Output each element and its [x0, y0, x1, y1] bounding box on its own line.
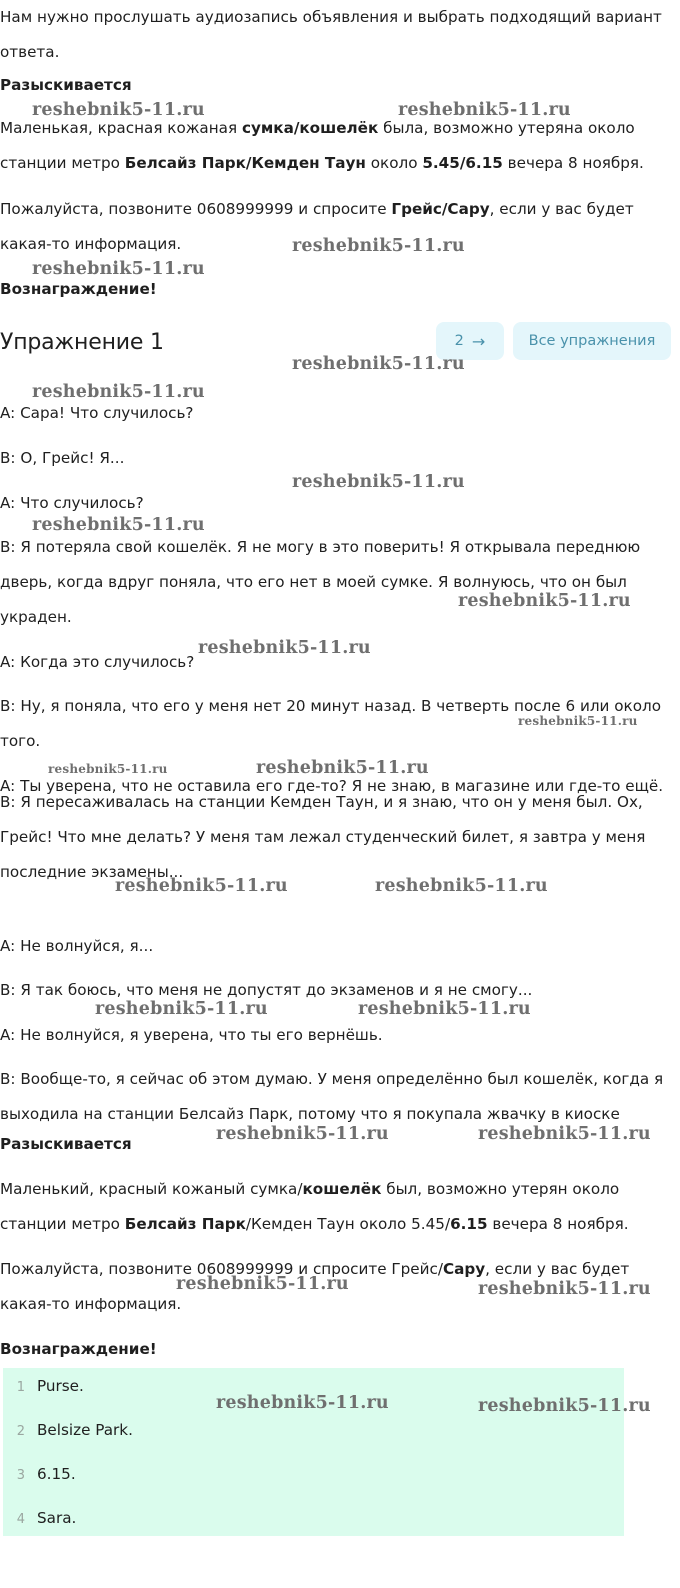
dialogue-line: A: Когда это случилось?: [0, 653, 195, 671]
instruction-text: Нам нужно прослушать аудиозапись объявления и выбрать подходящий вариант ответа.: [0, 8, 662, 61]
watermark: reshebnik5-11.ru: [256, 758, 429, 778]
text-span: вечера 8 ноября.: [487, 1215, 629, 1233]
text-span: Маленький, красный кожаный сумка/: [0, 1180, 303, 1198]
dialogue-line: A: Что случилось?: [0, 494, 144, 512]
answer-item: [3, 1412, 133, 1448]
watermark: reshebnik5-11.ru: [358, 999, 531, 1019]
watermark: reshebnik5-11.ru: [48, 762, 168, 776]
answer-number: 4: [16, 1512, 25, 1527]
dialogue-line: B: О, Грейс! Я...: [0, 449, 125, 467]
answer-number: 3: [16, 1468, 25, 1483]
arrow-right-icon: →: [471, 331, 486, 351]
highlight-span: 6.15: [450, 1215, 488, 1233]
answer-text: Purse.: [37, 1377, 84, 1395]
highlight-span: кошелёк: [302, 1180, 382, 1198]
text-span: Пожалуйста, позвоните 0608999999 и спросите Грейс/: [0, 1260, 443, 1278]
answer-number: 2: [16, 1424, 25, 1439]
highlight-span: Белсайз Парк/Кемден Таун: [124, 154, 366, 172]
watermark: reshebnik5-11.ru: [216, 1393, 389, 1413]
highlight-span: Сару: [442, 1260, 486, 1278]
dialogue-line: B: Ну, я поняла, что его у меня нет 20 минут назад. В четверть после 6 или около того.: [0, 697, 661, 750]
watermark: reshebnik5-11.ru: [95, 999, 268, 1019]
watermark: reshebnik5-11.ru: [458, 591, 631, 611]
answer-text: 6.15.: [37, 1465, 76, 1483]
watermark: reshebnik5-11.ru: [478, 1124, 651, 1144]
watermark: reshebnik5-11.ru: [32, 382, 205, 402]
answer-notice-heading: Разыскивается: [0, 1135, 132, 1153]
dialogue-line: B: Я так боюсь, что меня не допустят до экзаменов и я не смогу...: [0, 981, 533, 999]
highlight-span: Белсайз Парк: [124, 1215, 246, 1233]
text-span: был, возможно утерян около станции метро: [0, 1180, 620, 1233]
watermark: reshebnik5-11.ru: [292, 354, 465, 374]
text-span: Пожалуйста, позвоните 0608999999 и спросите: [0, 200, 392, 218]
text-span: , если у вас будет какая-то информация.: [0, 200, 634, 253]
dialogue-line: B: Вообще-то, я сейчас об этом думаю. У меня определённо был кошелёк, когда я выходила на станции Белсайз Парк, потому что я покупала жвачку в киоске: [0, 1070, 664, 1123]
answer-item: [3, 1500, 76, 1536]
notice-description: [0, 111, 674, 181]
notice-reward: Вознаграждение!: [0, 280, 157, 298]
answer-item: [3, 1456, 76, 1492]
watermark: reshebnik5-11.ru: [32, 515, 205, 535]
exercise-title: Упражнение 1: [0, 330, 164, 355]
watermark: reshebnik5-11.ru: [478, 1396, 651, 1416]
watermark: reshebnik5-11.ru: [518, 714, 638, 728]
answer-number: 1: [16, 1380, 25, 1395]
answer-text: Belsize Park.: [37, 1421, 133, 1439]
answer-item: [3, 1368, 84, 1404]
watermark: reshebnik5-11.ru: [32, 100, 205, 120]
watermark: reshebnik5-11.ru: [398, 100, 571, 120]
highlight-span: Грейс/Сару: [391, 200, 490, 218]
answer-notice-reward: Вознаграждение!: [0, 1340, 157, 1358]
dialogue-line: A: Сара! Что случилось?: [0, 404, 194, 422]
watermark: reshebnik5-11.ru: [375, 876, 548, 896]
dialogue-line: A: Не волнуйся, я уверена, что ты его вернёшь.: [0, 1026, 383, 1044]
notice-heading: Разыскивается: [0, 76, 132, 94]
text-span: вечера 8 ноября.: [502, 154, 644, 172]
watermark: reshebnik5-11.ru: [176, 1274, 349, 1294]
watermark: reshebnik5-11.ru: [198, 638, 371, 658]
highlight-span: 5.45/6.15: [422, 154, 503, 172]
watermark: reshebnik5-11.ru: [292, 236, 465, 256]
text-span: около: [365, 154, 423, 172]
answer-notice-description: [0, 1172, 674, 1242]
answer-text: Sara.: [37, 1509, 77, 1527]
dialogue-line: A: Не волнуйся, я...: [0, 937, 154, 955]
watermark: reshebnik5-11.ru: [478, 1279, 651, 1299]
watermark: reshebnik5-11.ru: [32, 259, 205, 279]
text-span: была, возможно утеряна около станции метро: [0, 119, 635, 172]
dialogue-line: A: Ты уверена, что не оставила его где-то? Я не знаю, в магазине или где-то ещё.: [0, 777, 664, 795]
text-span: /Кемден Таун около 5.45/: [245, 1215, 451, 1233]
next-exercise-label: 2: [454, 333, 464, 349]
highlight-span: сумка/кошелёк: [241, 119, 379, 137]
dialogue-line: B: Я пересаживалась на станции Кемден Таун, и я знаю, что он у меня был. Ох, Грейс! Что мне делать? У меня там лежал студенческий билет, я завтра у меня последние экзамены...: [0, 793, 646, 881]
text-span: , если у вас будет какая-то информация.: [0, 1260, 630, 1313]
text-span: Маленькая, красная кожаная: [0, 119, 242, 137]
watermark: reshebnik5-11.ru: [292, 472, 465, 492]
watermark: reshebnik5-11.ru: [115, 876, 288, 896]
all-exercises-button[interactable]: Все упражнения: [513, 322, 671, 360]
watermark: reshebnik5-11.ru: [216, 1124, 389, 1144]
dialogue-line: B: Я потеряла свой кошелёк. Я не могу в это поверить! Я открывала переднюю дверь, когда вдруг поняла, что его нет в моей сумке. Я волнуюсь, что он был украден.: [0, 538, 641, 626]
